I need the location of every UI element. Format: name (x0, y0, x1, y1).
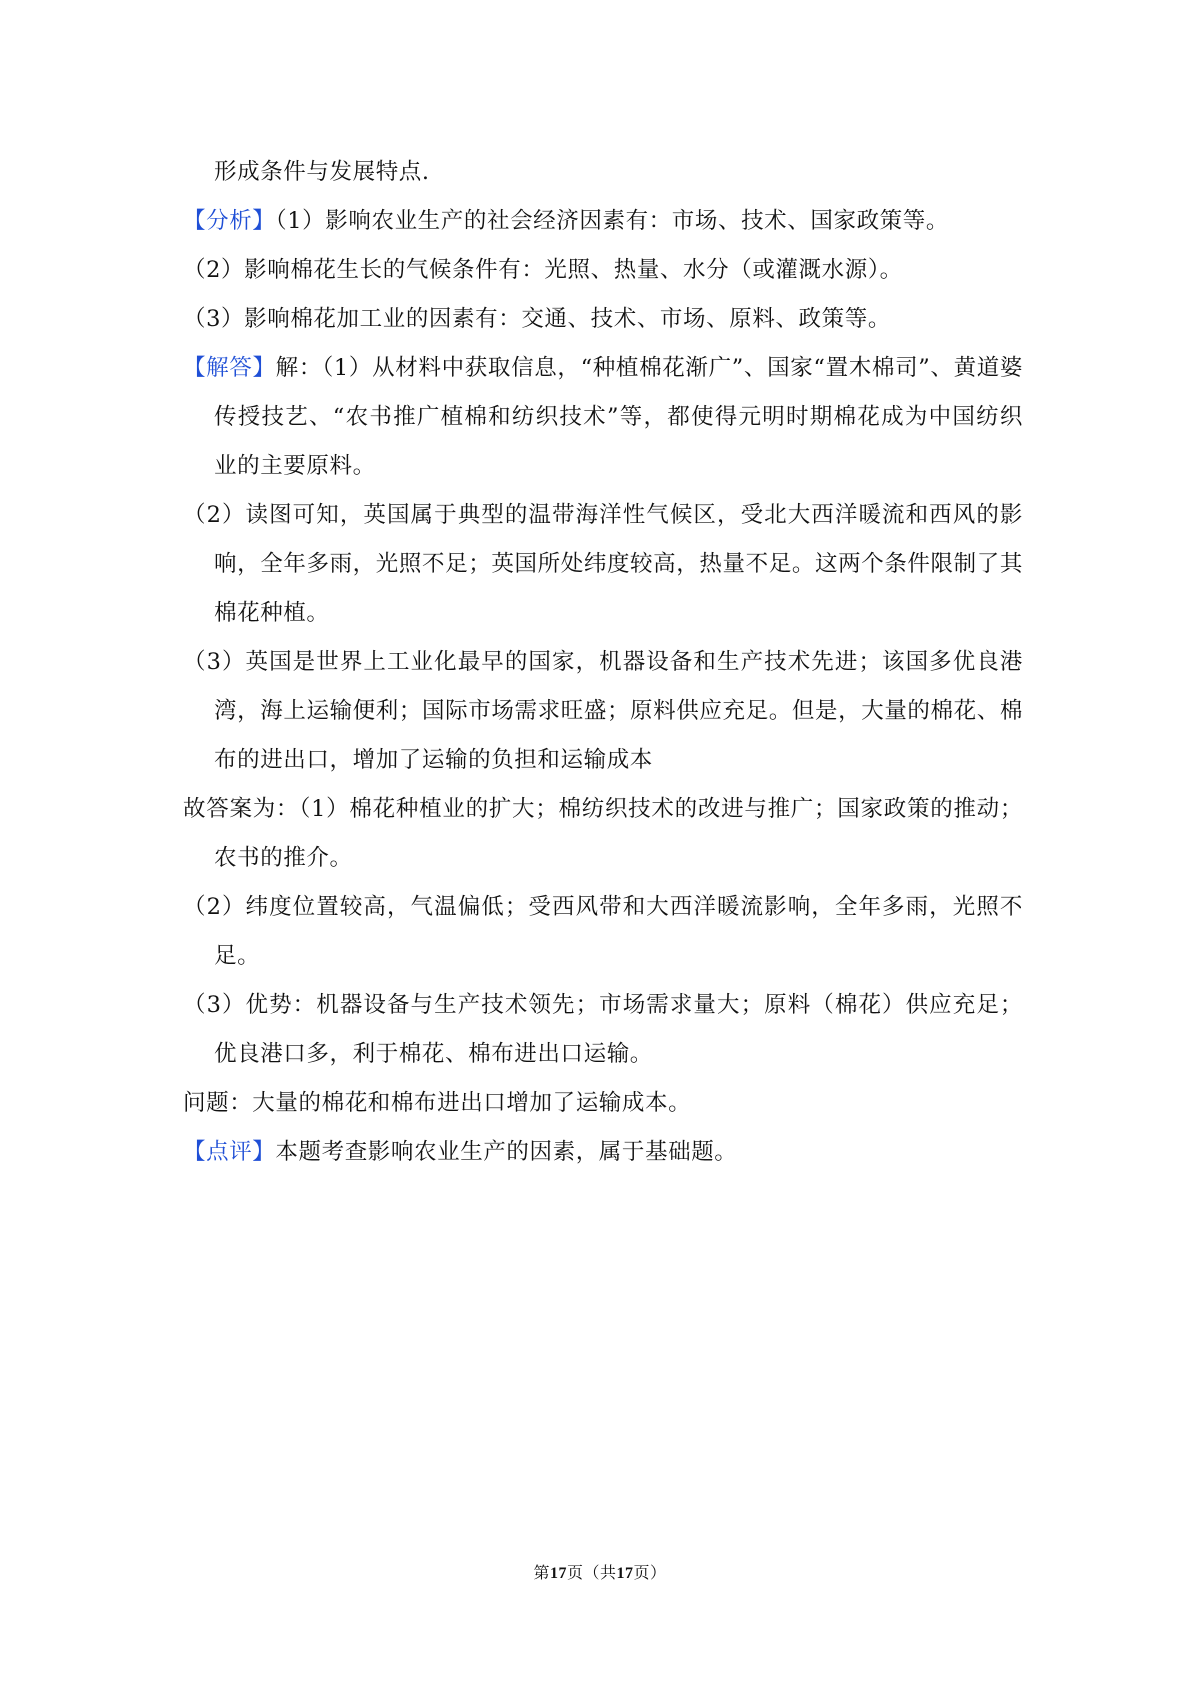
footer-current-page: 17 (549, 1565, 567, 1582)
answer-paragraph-1: 故答案为：（1）棉花种植业的扩大；棉纺织技术的改进与推广；国家政策的推动；农书的推介。 (183, 796, 1023, 871)
comment-text: 本题考查影响农业生产的因素，属于基础题。 (275, 1139, 738, 1165)
analysis-paragraph-2: （2）影响棉花生长的气候条件有：光照、热量、水分（或灌溉水源）。 (183, 257, 903, 283)
comment-paragraph (183, 1128, 1023, 1177)
analysis-paragraph-1 (183, 197, 1023, 246)
analysis-tag: 【分析】 (183, 208, 276, 234)
analysis-paragraph-3: （3）影响棉花加工业的因素有：交通、技术、市场、原料、政策等。 (183, 306, 891, 332)
footer-prefix: 第 (533, 1563, 550, 1582)
comment-tag: 【点评】 (183, 1139, 276, 1165)
solution-paragraph-2: （2）读图可知，英国属于典型的温带海洋性气候区，受北大西洋暖流和西风的影响，全年多雨，光照不足；英国所处纬度较高，热量不足。这两个条件限制了其棉花种植。 (183, 502, 1023, 626)
page-footer (0, 1560, 1200, 1583)
answer-paragraph-2: （2）纬度位置较高，气温偏低；受西风带和大西洋暖流影响，全年多雨，光照不足。 (183, 894, 1023, 969)
footer-middle: 页（共 (566, 1563, 617, 1582)
document-content (183, 148, 1023, 1177)
footer-suffix: 页） (633, 1563, 667, 1582)
analysis-text-1: （1）影响农业生产的社会经济因素有：市场、技术、国家政策等。 (275, 208, 949, 234)
answer-paragraph-3: （3）优势：机器设备与生产技术领先；市场需求量大；原料（棉花）供应充足；优良港口多，利于棉花、棉布进出口运输。 (183, 992, 1023, 1067)
solution-text-1: 解：（1）从材料中获取信息，“种植棉花渐广”、国家“置木棉司”、黄道婆传授技艺、“农书推广植棉和纺织技术”等，都使得元明时期棉花成为中国纺织业的主要原料。 (214, 355, 1023, 479)
footer-total-pages: 17 (616, 1565, 634, 1582)
solution-tag: 【解答】 (183, 355, 276, 381)
solution-paragraph-1 (183, 344, 1023, 491)
continuation-line: 形成条件与发展特点. (214, 159, 430, 185)
answer-paragraph-4: 问题：大量的棉花和棉布进出口增加了运输成本。 (183, 1090, 692, 1116)
solution-paragraph-3: （3）英国是世界上工业化最早的国家，机器设备和生产技术先进；该国多优良港湾，海上运输便利；国际市场需求旺盛；原料供应充足。但是，大量的棉花、棉布的进出口，增加了运输的负担和运输成本 (183, 649, 1023, 773)
